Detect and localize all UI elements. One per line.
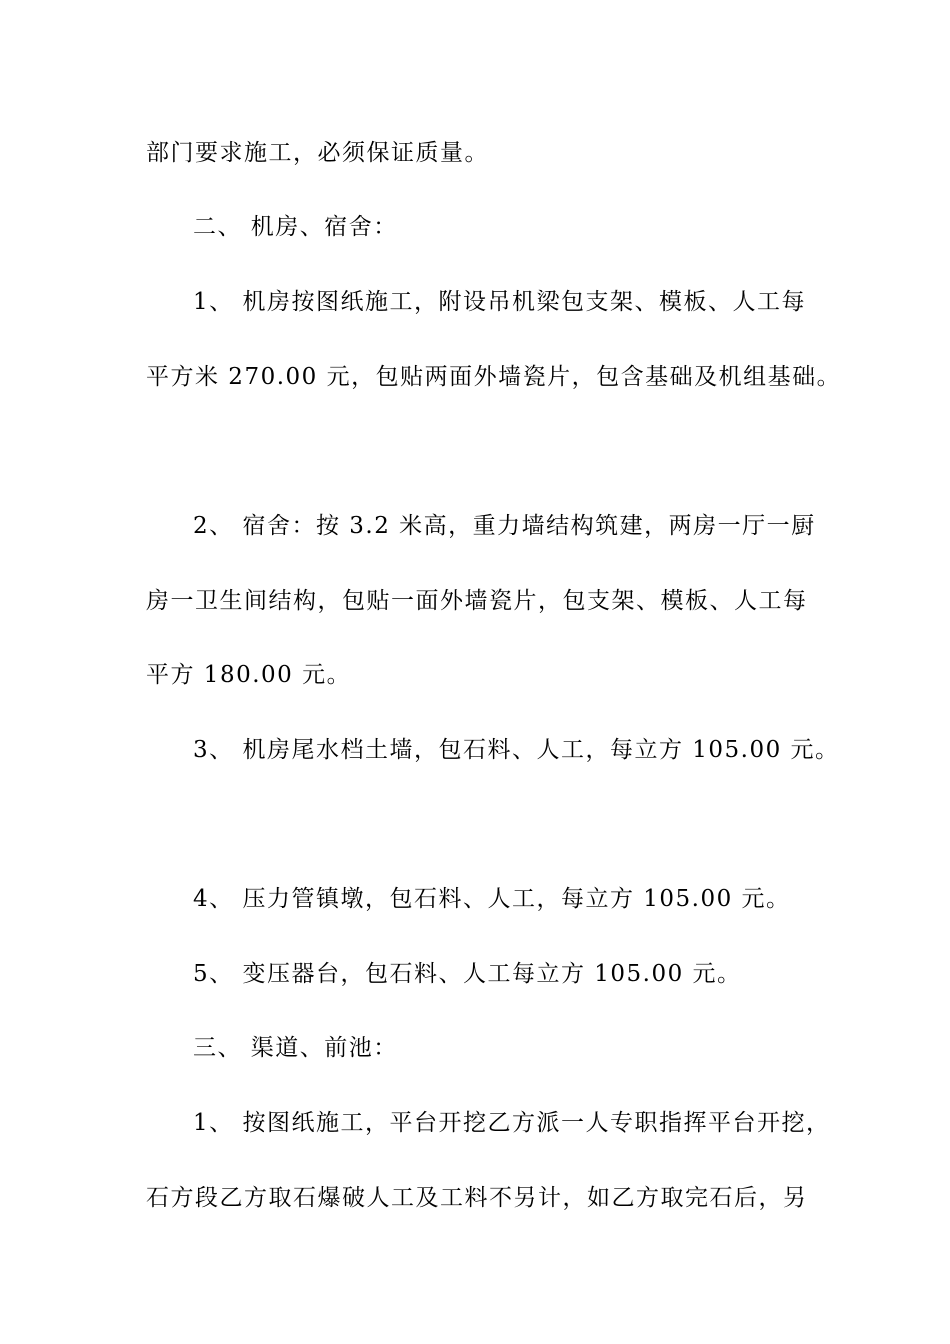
paragraph-line: 房一卫生间结构，包贴一面外墙瓷片，包支架、模板、人工每 — [146, 588, 808, 614]
paragraph-line: 5、 变压器台，包石料、人工每立方 105.00 元。 — [193, 961, 742, 987]
paragraph-line: 1、 机房按图纸施工，附设吊机梁包支架、模板、人工每 — [193, 289, 806, 315]
paragraph-line: 平方米 270.00 元，包贴两面外墙瓷片，包含基础及机组基础。 — [146, 364, 842, 390]
section-heading: 三、 渠道、前池： — [193, 1035, 398, 1061]
paragraph-line: 平方 180.00 元。 — [146, 662, 352, 688]
paragraph-line: 1、 按图纸施工，平台开挖乙方派一人专职指挥平台开挖， — [193, 1110, 831, 1136]
paragraph-line: 3、 机房尾水档土墙，包石料、人工，每立方 105.00 元。 — [193, 737, 840, 763]
paragraph-line: 4、 压力管镇墩，包石料、人工，每立方 105.00 元。 — [193, 886, 791, 912]
paragraph-line: 石方段乙方取石爆破人工及工料不另计，如乙方取完石后，另 — [146, 1185, 808, 1211]
paragraph-line: 部门要求施工，必须保证质量。 — [146, 140, 489, 166]
section-heading: 二、 机房、宿舍： — [193, 214, 398, 240]
paragraph-line: 2、 宿舍：按 3.2 米高，重力墙结构筑建，两房一厅一厨 — [193, 513, 816, 539]
